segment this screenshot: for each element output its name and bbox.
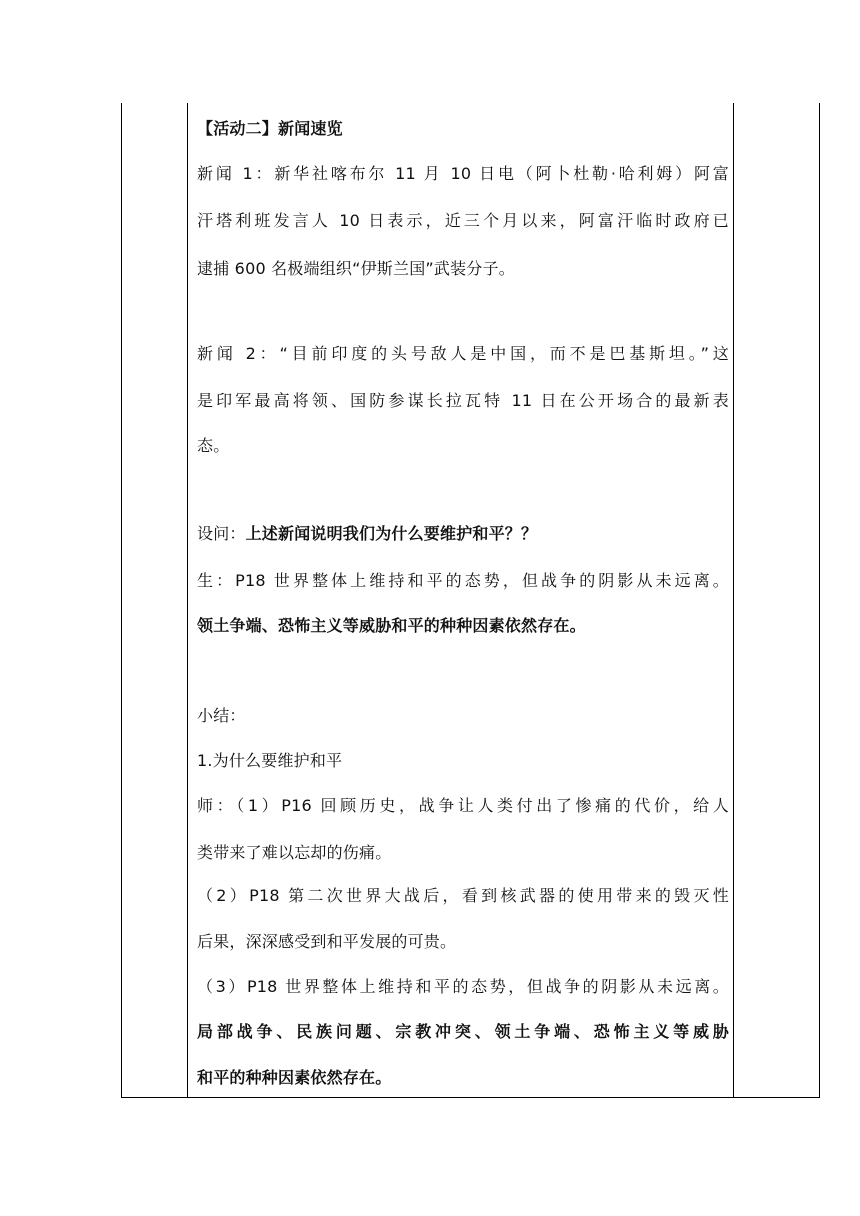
news-1-line-3: 逮捕 600 名极端组织“伊斯兰国”武装分子。 — [197, 259, 515, 278]
table-right-border — [819, 103, 820, 1098]
news-2-line-3: 态。 — [197, 436, 230, 455]
question-text: 上述新闻说明我们为什么要维护和平？？ — [245, 524, 538, 543]
teacher-point-3-line-1: （3）P18 世界整体上维持和平的态势，但战争的阴影从未远离。 — [197, 977, 729, 996]
news-2-line-2: 是印军最高将领、国防参谋长拉瓦特 11 日在公开场合的最新表 — [197, 391, 729, 410]
teacher-point-3-line-3: 和平的种种因素依然存在。 — [197, 1068, 392, 1087]
teacher-point-1-line-1: 师：（1）P16 回顾历史，战争让人类付出了惨痛的代价，给人 — [197, 796, 729, 815]
question-prefix: 设问： — [197, 524, 246, 543]
question-line — [197, 522, 537, 546]
table-column-divider-1 — [187, 103, 188, 1098]
teacher-point-1-line-2: 类带来了难以忘却的伤痛。 — [197, 843, 392, 862]
table-column-divider-2 — [733, 103, 734, 1098]
teacher-point-2-line-1: （2）P18 第二次世界大战后，看到核武器的使用带来的毁灭性 — [197, 886, 729, 905]
student-answer-line-2: 领土争端、恐怖主义等威胁和平的种种因素依然存在。 — [197, 616, 586, 635]
news-1-line-1: 新闻 1：新华社喀布尔 11 月 10 日电（阿卜杜勒·哈利姆）阿富 — [197, 164, 729, 183]
news-1-line-2: 汗塔利班发言人 10 日表示，近三个月以来，阿富汗临时政府已 — [197, 211, 729, 230]
summary-label: 小结： — [197, 706, 246, 725]
student-answer-line-1: 生：P18 世界整体上维持和平的态势，但战争的阴影从未远离。 — [197, 571, 729, 590]
activity-heading: 【活动二】新闻速览 — [197, 119, 343, 138]
table-bottom-border — [121, 1097, 820, 1098]
news-2-line-1: 新闻 2：“目前印度的头号敌人是中国，而不是巴基斯坦。”这 — [197, 344, 729, 363]
table-left-border — [121, 103, 122, 1098]
summary-point-title: 1.为什么要维护和平 — [197, 751, 343, 770]
teacher-point-2-line-2: 后果，深深感受到和平发展的可贵。 — [197, 932, 457, 951]
teacher-point-3-line-2: 局部战争、民族问题、宗教冲突、领土争端、恐怖主义等威胁 — [197, 1022, 729, 1041]
